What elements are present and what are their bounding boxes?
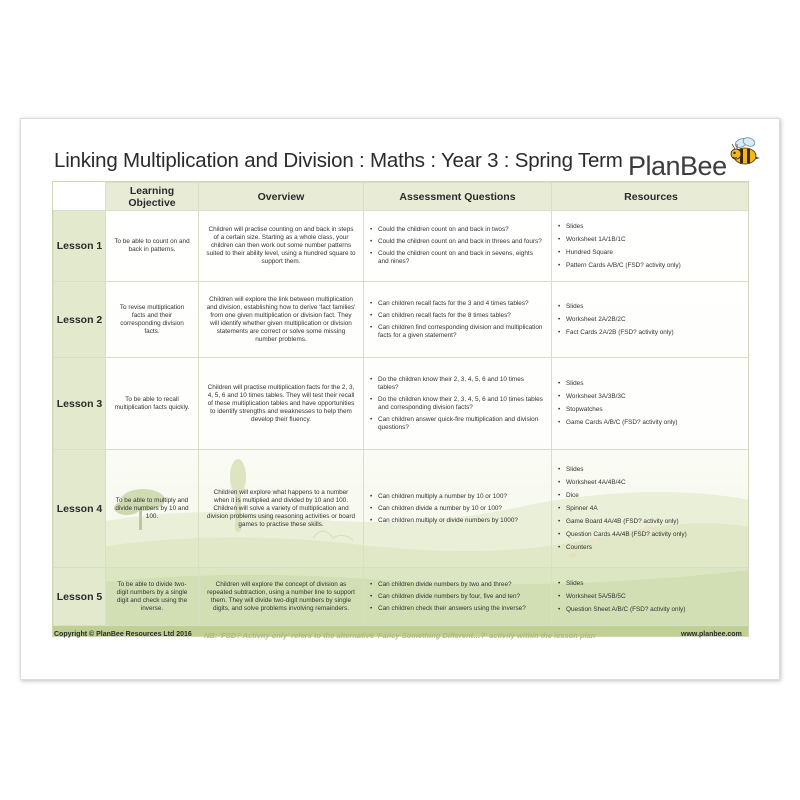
assessment-questions [364, 358, 552, 450]
resources-list [552, 450, 750, 568]
lesson-table [53, 182, 749, 626]
lesson-label: Lesson 3 [54, 358, 106, 450]
assessment-questions [364, 211, 552, 282]
bee-icon [728, 137, 762, 171]
header-blank [54, 183, 106, 211]
resources-list [552, 568, 750, 626]
list-item: • Question Sheet A/B/C (FSD? activity only) [558, 606, 744, 614]
list-item: • Dice [558, 492, 744, 500]
list-item: • Could the children count on and back in twos? [370, 226, 545, 234]
lesson-plan-sheet [20, 118, 780, 680]
lesson-table-area [52, 181, 749, 637]
learning-objective: To be able to divide two-digit numbers by a single digit and check using the inverse. [106, 568, 199, 626]
lesson-label: Lesson 4 [54, 450, 106, 568]
list-item: • Worksheet 2A/2B/2C [558, 316, 744, 324]
header-resources: Resources [552, 183, 750, 211]
overview-text: Children will explore the concept of division as repeated subtraction, using a number line to support them. They will divide two-digit numbers by single digits, and solve problems involving remainders. [199, 568, 364, 626]
header-learning-objective: Learning Objective [106, 183, 199, 211]
table-row [54, 358, 750, 450]
overview-text: Children will explore the link between multiplication and division, establishing how to derive 'fact families' from one given multiplication or division fact. They will identify whether given multiplication or division statements are correct or solve some missing number problems. [199, 282, 364, 358]
list-item: • Can children answer quick-fire multiplication and division questions? [370, 416, 545, 432]
list-item: • Can children multiply or divide numbers by 1000? [370, 517, 545, 525]
table-row [54, 568, 750, 626]
list-item: • Slides [558, 303, 744, 311]
resources-list [552, 211, 750, 282]
list-item: • Can children multiply a number by 10 or 100? [370, 493, 545, 501]
learning-objective: To revise multiplication facts and their corresponding division facts. [106, 282, 199, 358]
list-item: • Pattern Cards A/B/C (FSD? activity only) [558, 262, 744, 270]
lesson-label: Lesson 1 [54, 211, 106, 282]
list-item: • Can children divide a number by 10 or 100? [370, 505, 545, 513]
table-row [54, 282, 750, 358]
header-assessment-questions: Assessment Questions [364, 183, 552, 211]
list-item: • Can children recall facts for the 8 times tables? [370, 312, 545, 320]
list-item: • Game Cards A/B/C (FSD? activity only) [558, 419, 744, 427]
list-item: • Fact Cards 2A/2B (FSD? activity only) [558, 329, 744, 337]
list-item: • Can children find corresponding division and multiplication facts for a given statement? [370, 324, 545, 340]
list-item: • Slides [558, 380, 744, 388]
resources-list [552, 358, 750, 450]
list-item: • Worksheet 4A/4B/4C [558, 479, 744, 487]
list-item: • Slides [558, 580, 744, 588]
list-item: • Hundred Square [558, 249, 744, 257]
list-item: • Worksheet 5A/5B/5C [558, 593, 744, 601]
planbee-logo [628, 137, 768, 183]
list-item: • Slides [558, 223, 744, 231]
logo-text: PlanBee [628, 151, 727, 181]
table-row [54, 211, 750, 282]
copyright-text: Copyright © PlanBee Resources Ltd 2016 [54, 631, 192, 638]
learning-objective: To be able to recall multiplication facts quickly. [106, 358, 199, 450]
resources-list [552, 282, 750, 358]
lesson-label: Lesson 5 [54, 568, 106, 626]
assessment-questions [364, 282, 552, 358]
lesson-label: Lesson 2 [54, 282, 106, 358]
list-item: • Can children check their answers using the inverse? [370, 605, 545, 613]
list-item: • Game Board 4A/4B (FSD? activity only) [558, 518, 744, 526]
learning-objective: To be able to count on and back in patterns. [106, 211, 199, 282]
page-title: Linking Multiplication and Division : Maths : Year 3 : Spring Term [54, 149, 623, 172]
list-item: • Worksheet 3A/3B/3C [558, 393, 744, 401]
list-item: • Spinner 4A [558, 505, 744, 513]
header-overview: Overview [199, 183, 364, 211]
overview-text: Children will explore what happens to a number when it is multiplied and divided by 10 and 100. Children will solve a variety of multiplication and division problems using reasoning activities or board games to practise these skills. [199, 450, 364, 568]
table-row [54, 450, 750, 568]
learning-objective: To be able to multiply and divide numbers by 10 and 100. [106, 450, 199, 568]
website-link[interactable]: www.planbee.com [681, 631, 742, 638]
list-item: • Question Cards 4A/4B (FSD? activity only) [558, 531, 744, 539]
list-item: • Can children divide numbers by two and three? [370, 581, 545, 589]
list-item: • Slides [558, 466, 744, 474]
overview-text: Children will practise multiplication facts for the 2, 3, 4, 5, 6 and 10 times tables. They will test their recall of these multiplication tables and have opportunities to identify strengths and weaknesses to help them develop their fluency. [199, 358, 364, 450]
list-item: • Can children divide numbers by four, five and ten? [370, 593, 545, 601]
list-item: • Can children recall facts for the 3 and 4 times tables? [370, 300, 545, 308]
overview-text: Children will practise counting on and back in steps of a certain size. Starting as a whole class, your children can then work out some number patterns suited to their ability level, using a hundred square to support them. [199, 211, 364, 282]
list-item: • Do the children know their 2, 3, 4, 5, 6 and 10 times tables? [370, 376, 545, 392]
footer-note: NB: 'FSD? Activity only' refers to the alternative 'Fancy Something Different…?' activity within the lesson plan [204, 631, 596, 640]
list-item: • Could the children count on and back in sevens, eights and nines? [370, 250, 545, 266]
list-item: • Worksheet 1A/1B/1C [558, 236, 744, 244]
assessment-questions [364, 568, 552, 626]
list-item: • Stopwatches [558, 406, 744, 414]
list-item: • Could the children count on and back in threes and fours? [370, 238, 545, 246]
list-item: • Counters [558, 544, 744, 552]
assessment-questions [364, 450, 552, 568]
list-item: • Do the children know their 2, 3, 4, 5, 6 and 10 times tables and corresponding division facts? [370, 396, 545, 412]
